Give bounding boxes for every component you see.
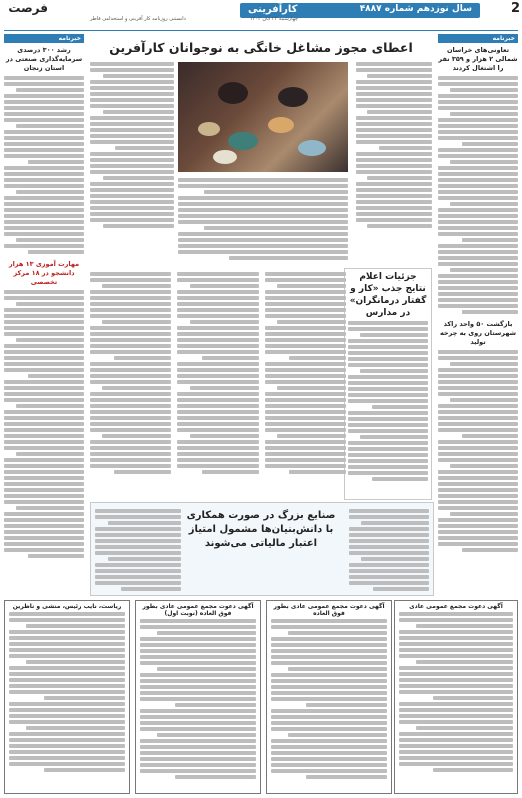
ad-box-3	[135, 600, 261, 794]
section-title: کارآفرینی	[248, 4, 298, 15]
main-article-text-left	[90, 60, 174, 230]
ad-2-title: آگهی دعوت مجمع عمومی عادی بطور فوق العاده	[273, 603, 385, 617]
sub-article-2-text-left	[95, 507, 181, 591]
issue-line: سال نوزدهم شماره ۴۸۸۷	[359, 4, 472, 14]
ad-3-title: آگهی دعوت مجمع عمومی عادی بطور فوق العاده (نوبت اول)	[142, 603, 254, 617]
sub-article-2-headline: صنایع بزرگ در صورت همکاری با دانش‌بنیان‌ها مشمول امتیاز اعتبار مالیاتی می‌شوند	[186, 510, 336, 549]
page-number: 2	[510, 1, 520, 16]
sub-article-1-text	[345, 321, 431, 481]
header-rule	[4, 30, 518, 31]
main-headline: اعطای مجوز مشاغل خانگی به نوجوانان کارآفرین	[109, 40, 413, 55]
right-headline-2: بازگشت ۵۰ واحد راکد شهرستان روی به چرخه تولید	[439, 320, 517, 346]
newspaper-logo: فرصت	[8, 1, 48, 15]
ad-1-title: آگهی دعوت مجمع عمومی عادی	[409, 603, 503, 610]
ad-box-2	[266, 600, 392, 794]
left-headline: رشد ۳۰۰ درصدی سرمایه‌گذاری صنعتی در استان زنجان	[5, 46, 83, 72]
left-box-label: خبرنامه	[4, 34, 84, 43]
main-article-text-right	[356, 60, 432, 230]
date-line: چهارشنبه ۲۴ آبان ۱۴۰۲	[250, 16, 299, 22]
right-body-text	[438, 76, 518, 314]
right-headline: تعاونی‌های خراسان شمالی ۲ هزار و ۳۵۹ نفر را اشتغال کردند	[438, 46, 518, 72]
ad-box-1	[394, 600, 518, 794]
header-subtitle: دانستنی روزنامه کار آفرینی و استخدامی فاطر	[90, 16, 186, 22]
page-header	[0, 0, 522, 22]
sub-article-1-headline: جزئیات اعلام نتایج جذب «کار و گفتار درمانگران» در مدارس	[349, 272, 427, 318]
right-box-label: خبرنامه	[438, 34, 518, 43]
ad-4-title: ریاست، نایب رئیس، منشی و ناظرین	[12, 603, 122, 610]
left-body-text	[4, 76, 84, 254]
left-headline-2: مهارت آموزی ۱۳ هزار دانشجو در ۱۸ مرکز تخصصی	[8, 260, 80, 286]
right-news-column	[438, 34, 518, 594]
ad-box-4	[4, 600, 130, 794]
sub-article-2-box	[90, 502, 434, 596]
left-body-text-2	[4, 290, 84, 558]
right-body-text-2	[438, 350, 518, 552]
article-photo	[178, 62, 348, 172]
left-news-column	[4, 34, 84, 594]
main-article-text-center	[178, 176, 348, 266]
sub-article-2-text-right	[349, 507, 429, 591]
sub-article-1-box	[344, 268, 432, 500]
center-long-text	[90, 270, 346, 496]
